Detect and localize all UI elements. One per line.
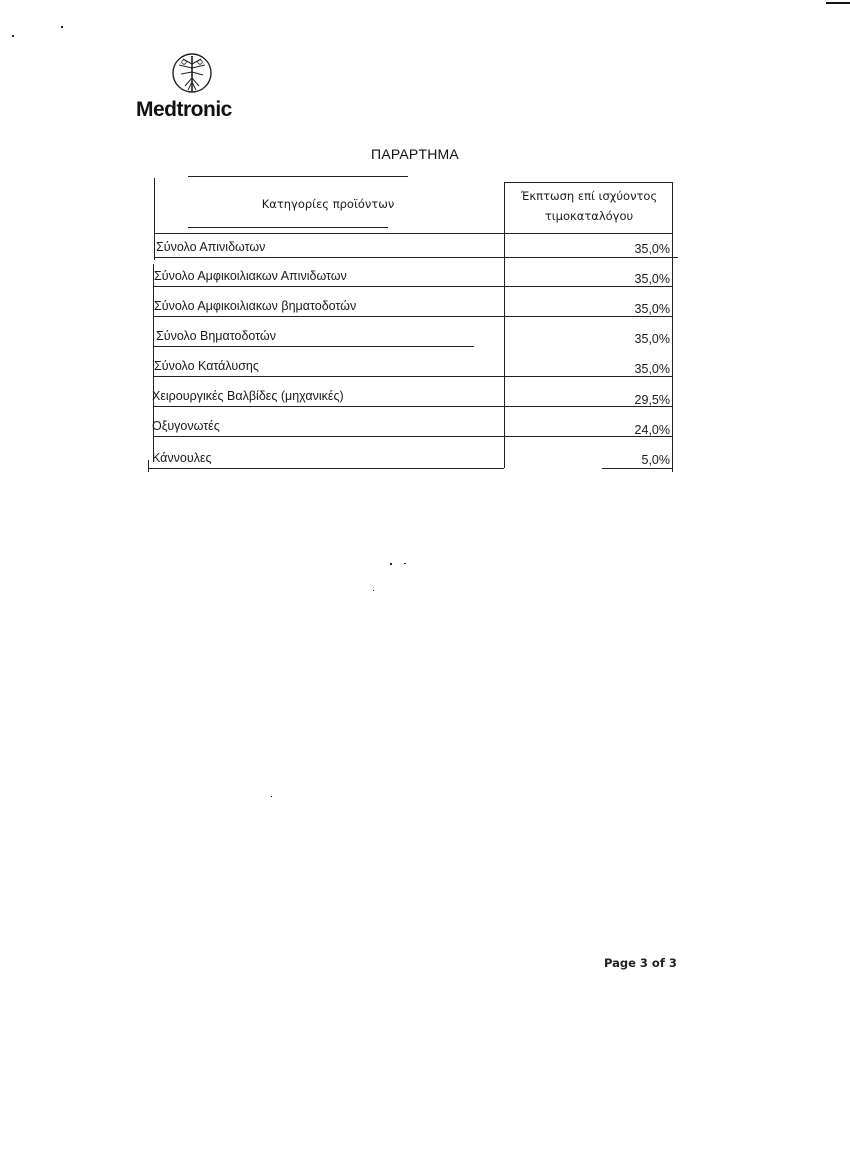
table-border-left	[148, 460, 149, 472]
page-number: Page 3 of 3	[604, 956, 677, 970]
table-row-discount: 35,0%	[634, 362, 670, 376]
scan-speck	[12, 35, 14, 37]
table-border-left	[154, 178, 155, 260]
table-row-discount: 24,0%	[634, 423, 670, 437]
medtronic-tree-icon	[169, 50, 215, 96]
table-bottom	[602, 468, 672, 469]
table-header-top	[188, 176, 408, 177]
row-divider	[154, 286, 672, 287]
table-row-category: Σύνολο Κατάλυσης	[154, 359, 259, 373]
scan-edge-mark	[826, 2, 850, 4]
column-header-discount-line1: Έκπτωση επί ισχύοντος	[520, 189, 658, 203]
table-row-category: Χειρουργικές Βαλβίδες (μηχανικές)	[152, 389, 344, 403]
table-row-category: Κάννουλες	[152, 451, 212, 465]
logo-wordmark: Medtronic	[136, 98, 232, 121]
table-row-category: Σύνολο Αμφικοιλιακων βηματοδοτών	[154, 299, 357, 313]
table-row-discount: 29,5%	[634, 393, 670, 407]
table-row-discount: 35,0%	[634, 242, 670, 256]
table-row-discount: 35,0%	[634, 272, 670, 286]
table-row-category: Σύνολο Απινιδωτων	[156, 240, 266, 254]
scan-speck	[404, 563, 406, 564]
column-header-category: Κατηγορίες προϊόντων	[261, 197, 395, 211]
table-row-discount: 35,0%	[634, 332, 670, 346]
table-header-rule	[188, 227, 388, 228]
table-row-category: Οξυγονωτές	[152, 419, 220, 433]
scan-speck	[271, 796, 272, 797]
page-title: ΠΑΡΑΡΤΗΜΑ	[371, 146, 459, 162]
scan-speck	[373, 590, 374, 591]
row-divider	[154, 316, 672, 317]
scan-speck	[61, 26, 63, 28]
discount-table	[148, 176, 676, 472]
row-divider	[154, 346, 474, 347]
table-border-right	[672, 182, 673, 472]
table-row-discount: 35,0%	[634, 302, 670, 316]
table-header-top	[504, 182, 672, 183]
row-divider	[154, 257, 678, 258]
table-row-category: Σύνολο Αμφικοιλιακων Απινιδωτων	[154, 269, 347, 283]
column-header-discount	[506, 186, 672, 226]
table-column-divider	[504, 182, 505, 468]
scan-speck	[390, 563, 392, 565]
column-header-discount-line2: τιμοκαταλόγου	[544, 209, 634, 223]
table-row-category: Σύνολο Βηματοδοτών	[156, 329, 276, 343]
medtronic-logo	[136, 50, 256, 124]
table-header-bottom	[154, 233, 672, 234]
row-divider	[154, 376, 672, 377]
table-bottom	[148, 468, 504, 469]
table-row-discount: 5,0%	[641, 453, 670, 467]
